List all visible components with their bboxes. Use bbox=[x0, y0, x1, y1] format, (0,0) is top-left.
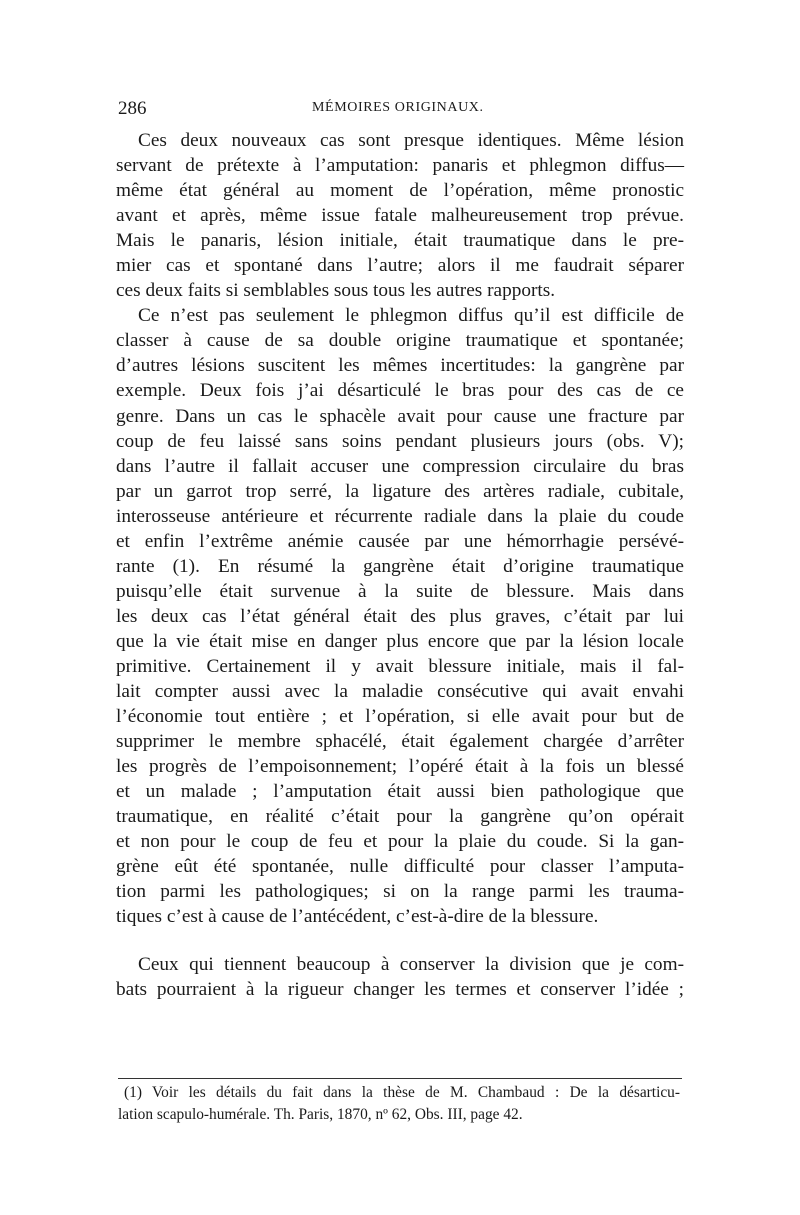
text-line: même état général au moment de l’opération, même pronostic bbox=[116, 180, 684, 202]
paragraph-spacer bbox=[116, 930, 684, 952]
text-line: par un garrot trop serré, la ligature des artères radiale, cubitale, bbox=[116, 480, 684, 502]
text-line: tiques c’est à cause de l’antécédent, c’est-à-dire de la blessure. bbox=[116, 906, 599, 928]
text-line: servant de prétexte à l’amputation: panaris et phlegmon diffus— bbox=[116, 155, 684, 177]
footnote-line: lation scapulo-humérale. Th. Paris, 1870, nº 62, Obs. III, page 42. bbox=[118, 1106, 523, 1123]
text-line: avant et après, même issue fatale malheureusement trop prévue. bbox=[116, 205, 684, 227]
text-line: Ceux qui tiennent beaucoup à conserver la division que je com- bbox=[138, 953, 684, 975]
text-line: Ces deux nouveaux cas sont presque identiques. Même lésion bbox=[138, 130, 684, 151]
text-line: Ce n’est pas seulement le phlegmon diffus qu’il est difficile de bbox=[138, 305, 684, 327]
text-line: genre. Dans un cas le sphacèle avait pour cause une fracture par bbox=[116, 405, 684, 427]
text-line: d’autres lésions suscitent les mêmes incertitudes: la gangrène par bbox=[116, 355, 684, 377]
text-line: mier cas et spontané dans l’autre; alors il me faudrait séparer bbox=[116, 255, 684, 277]
body-text bbox=[116, 128, 684, 1002]
text-line: puisqu’elle était survenue à la suite de blessure. Mais dans bbox=[116, 580, 684, 602]
text-line: traumatique, en réalité c’était pour la gangrène qu’on opérait bbox=[116, 806, 684, 828]
text-line: et enfin l’extrême anémie causée par une hémorrhagie persévé- bbox=[116, 530, 684, 552]
text-line: primitive. Certainement il y avait blessure initiale, mais il fal- bbox=[116, 655, 684, 677]
text-line: grène eût été spontanée, nulle difficulté pour classer l’amputa- bbox=[116, 856, 684, 878]
page-number: 286 bbox=[118, 98, 147, 119]
page-header bbox=[118, 98, 680, 124]
footnote-1 bbox=[118, 1082, 680, 1126]
text-line: les progrès de l’empoisonnement; l’opéré était à la fois un blessé bbox=[116, 756, 684, 778]
text-line: rante (1). En résumé la gangrène était d’origine traumatique bbox=[116, 555, 684, 577]
text-line: que la vie était mise en danger plus encore que par la lésion locale bbox=[116, 630, 684, 652]
text-line: classer à cause de sa double origine traumatique et spontanée; bbox=[116, 330, 684, 352]
text-line: Mais le panaris, lésion initiale, était traumatique dans le pre- bbox=[116, 230, 684, 252]
text-line: coup de feu laissé sans soins pendant plusieurs jours (obs. V); bbox=[116, 430, 684, 452]
text-line: et non pour le coup de feu et pour la plaie du coude. Si la gan- bbox=[116, 831, 684, 853]
footnote-divider bbox=[118, 1078, 682, 1079]
paragraph-2 bbox=[116, 303, 684, 929]
text-line: bats pourraient à la rigueur changer les termes et conserver l’idée ; bbox=[116, 978, 684, 1000]
text-line: et un malade ; l’amputation était aussi bien pathologique que bbox=[116, 781, 684, 803]
text-line: exemple. Deux fois j’ai désarticulé le bras pour des cas de ce bbox=[116, 380, 684, 402]
running-title: MÉMOIRES ORIGINAUX. bbox=[312, 100, 484, 115]
text-line: l’économie tout entière ; et l’opération, si elle avait pour but de bbox=[116, 706, 684, 728]
text-line: tion parmi les pathologiques; si on la range parmi les trauma- bbox=[116, 881, 684, 903]
footnote-line: (1) Voir les détails du fait dans la thèse de M. Chambaud : De la désarticu- bbox=[124, 1084, 680, 1101]
text-line: ces deux faits si semblables sous tous les autres rapports. bbox=[116, 280, 556, 302]
text-line: lait compter aussi avec la maladie consécutive qui avait envahi bbox=[116, 681, 684, 703]
text-line: interosseuse antérieure et récurrente radiale dans la plaie du coude bbox=[116, 505, 684, 527]
paragraph-3 bbox=[116, 952, 684, 1002]
text-line: supprimer le membre sphacélé, était également chargée d’arrêter bbox=[116, 731, 684, 753]
paragraph-1 bbox=[116, 128, 684, 303]
text-line: dans l’autre il fallait accuser une compression circulaire du bras bbox=[116, 455, 684, 477]
text-line: les deux cas l’état général était des plus graves, c’était par lui bbox=[116, 605, 684, 627]
